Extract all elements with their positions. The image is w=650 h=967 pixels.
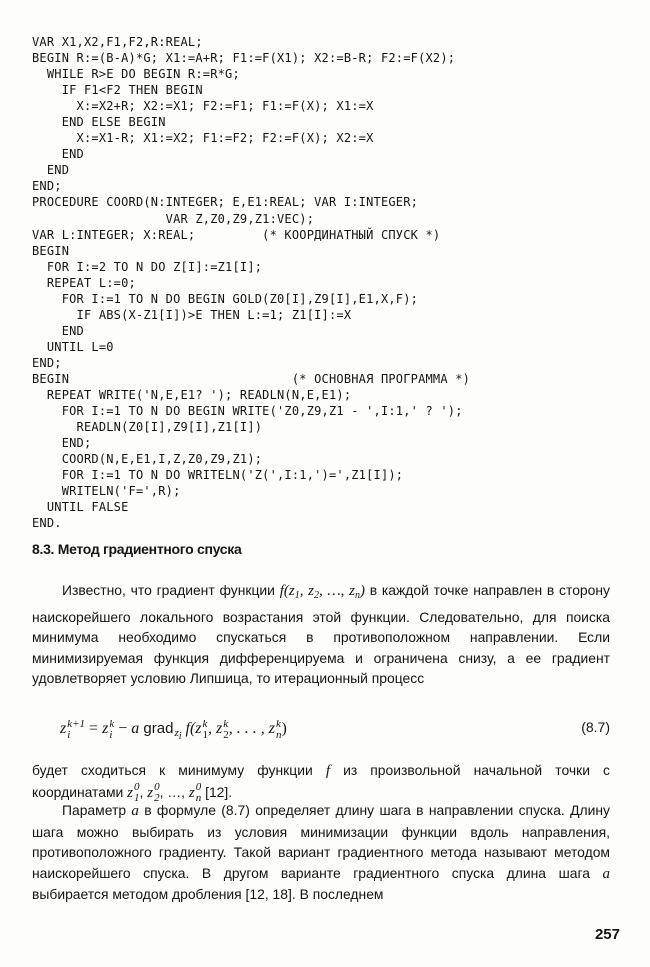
code-line: READLN(Z0[I],Z9[I],Z1[I]) bbox=[32, 420, 263, 435]
code-line: UNTIL FALSE bbox=[32, 500, 129, 515]
pascal-code-listing bbox=[32, 34, 632, 531]
code-line: WRITELN('F=',R); bbox=[32, 484, 181, 499]
code-line: UNTIL L=0 bbox=[32, 339, 114, 354]
code-line: END bbox=[32, 147, 84, 162]
code-line: X:=X2+R; X2:=X1; F2:=F1; F1:=F(X); X1:=X bbox=[32, 99, 374, 114]
code-line: BEGIN bbox=[32, 243, 70, 258]
code-line: X:=X1-R; X1:=X2; F1:=F2; F2:=F(X); X2:=X bbox=[32, 131, 374, 146]
equation-expression: z k+1 i = z k i − a grad zi f(z k 1 , z k 2 , . . . , z k n ) bbox=[60, 717, 287, 742]
equation-number: (8.7) bbox=[581, 719, 610, 735]
paragraph-convergence: будет сходиться к минимуму функции f из произвольной начальной точки с координатами z 0 1 , z 0 2 , …, z 0 n [12]. bbox=[32, 762, 610, 805]
equation-8-7 bbox=[60, 711, 620, 745]
code-line: BEGIN (* ОСНОВНАЯ ПРОГРАММА *) bbox=[32, 371, 471, 386]
code-line: COORD(N,E,E1,I,Z,Z0,Z9,Z1); bbox=[32, 452, 263, 467]
code-line: END ELSE BEGIN bbox=[32, 115, 166, 130]
page-number: 257 bbox=[594, 926, 620, 943]
code-line: END bbox=[32, 323, 84, 338]
code-line: END; bbox=[32, 179, 62, 194]
code-line: FOR I:=1 TO N DO BEGIN WRITE('Z0,Z9,Z1 - ',I:1,' ? '); bbox=[32, 404, 463, 419]
code-line: IF ABS(X-Z1[I])>E THEN L:=1; Z1[I]:=X bbox=[32, 307, 352, 322]
code-line: FOR I:=1 TO N DO BEGIN GOLD(Z0[I],Z9[I],E1,X,F); bbox=[32, 291, 419, 306]
code-line: VAR X1,X2,F1,F2,R:REAL; bbox=[32, 35, 203, 49]
code-line: IF F1<F2 THEN BEGIN bbox=[32, 83, 203, 98]
code-line: END. bbox=[32, 516, 62, 531]
paragraph-step-length: Параметр a в формуле (8.7) определяет длину шага в направлении спуска. Длину шага можно выбирать из условия минимизации функции вдоль направления, противоположного градиенту. Такой вариант градиентного метода называют методом наискорейшего спуска. В другом варианте градиентного спуска длина шага a выбирается методом дробления [12, 18]. В последнем bbox=[32, 802, 610, 903]
code-line: END; bbox=[32, 355, 62, 370]
code-line: REPEAT WRITE('N,E,E1? '); READLN(N,E,E1); bbox=[32, 388, 352, 403]
section-heading: 8.3. Метод градиентного спуска bbox=[32, 541, 242, 557]
paragraph-gradient-intro: Известно, что градиент функции $f(z_1$, $z_2$, …, $z_n$) в каждой точке направлен в сторону наискорейшего локального возрастания этой функции. Следовательно, для поиска минимума необходимо спускаться в противоположном направлении. Если минимизируемая функция дифференцируема и ограничена снизу, а ее градиент удовлетворяет условию Липшица, то итерационный процесс bbox=[32, 582, 610, 687]
code-line: END bbox=[32, 163, 70, 178]
code-line: VAR L:INTEGER; X:REAL; (* КООРДИНАТНЫЙ СПУСК *) bbox=[32, 227, 441, 242]
code-line: REPEAT L:=0; bbox=[32, 275, 136, 290]
code-line: BEGIN R:=(B-A)*G; X1:=A+R; F1:=F(X1); X2:=B-R; F2:=F(X2); bbox=[32, 51, 456, 66]
code-line: FOR I:=2 TO N DO Z[I]:=Z1[I]; bbox=[32, 259, 263, 274]
code-line: PROCEDURE COORD(N:INTEGER; E,E1:REAL; VAR I:INTEGER; bbox=[32, 195, 419, 210]
code-line: END; bbox=[32, 436, 92, 451]
code-line: VAR Z,Z0,Z9,Z1:VEC); bbox=[32, 211, 315, 226]
code-line: FOR I:=1 TO N DO WRITELN('Z(',I:1,')=',Z1[I]); bbox=[32, 468, 404, 483]
function-expression: $f(z_1$, $z_2$, …, $z_n$) bbox=[279, 583, 365, 601]
code-line: WHILE R>E DO BEGIN R:=R*G; bbox=[32, 67, 240, 82]
